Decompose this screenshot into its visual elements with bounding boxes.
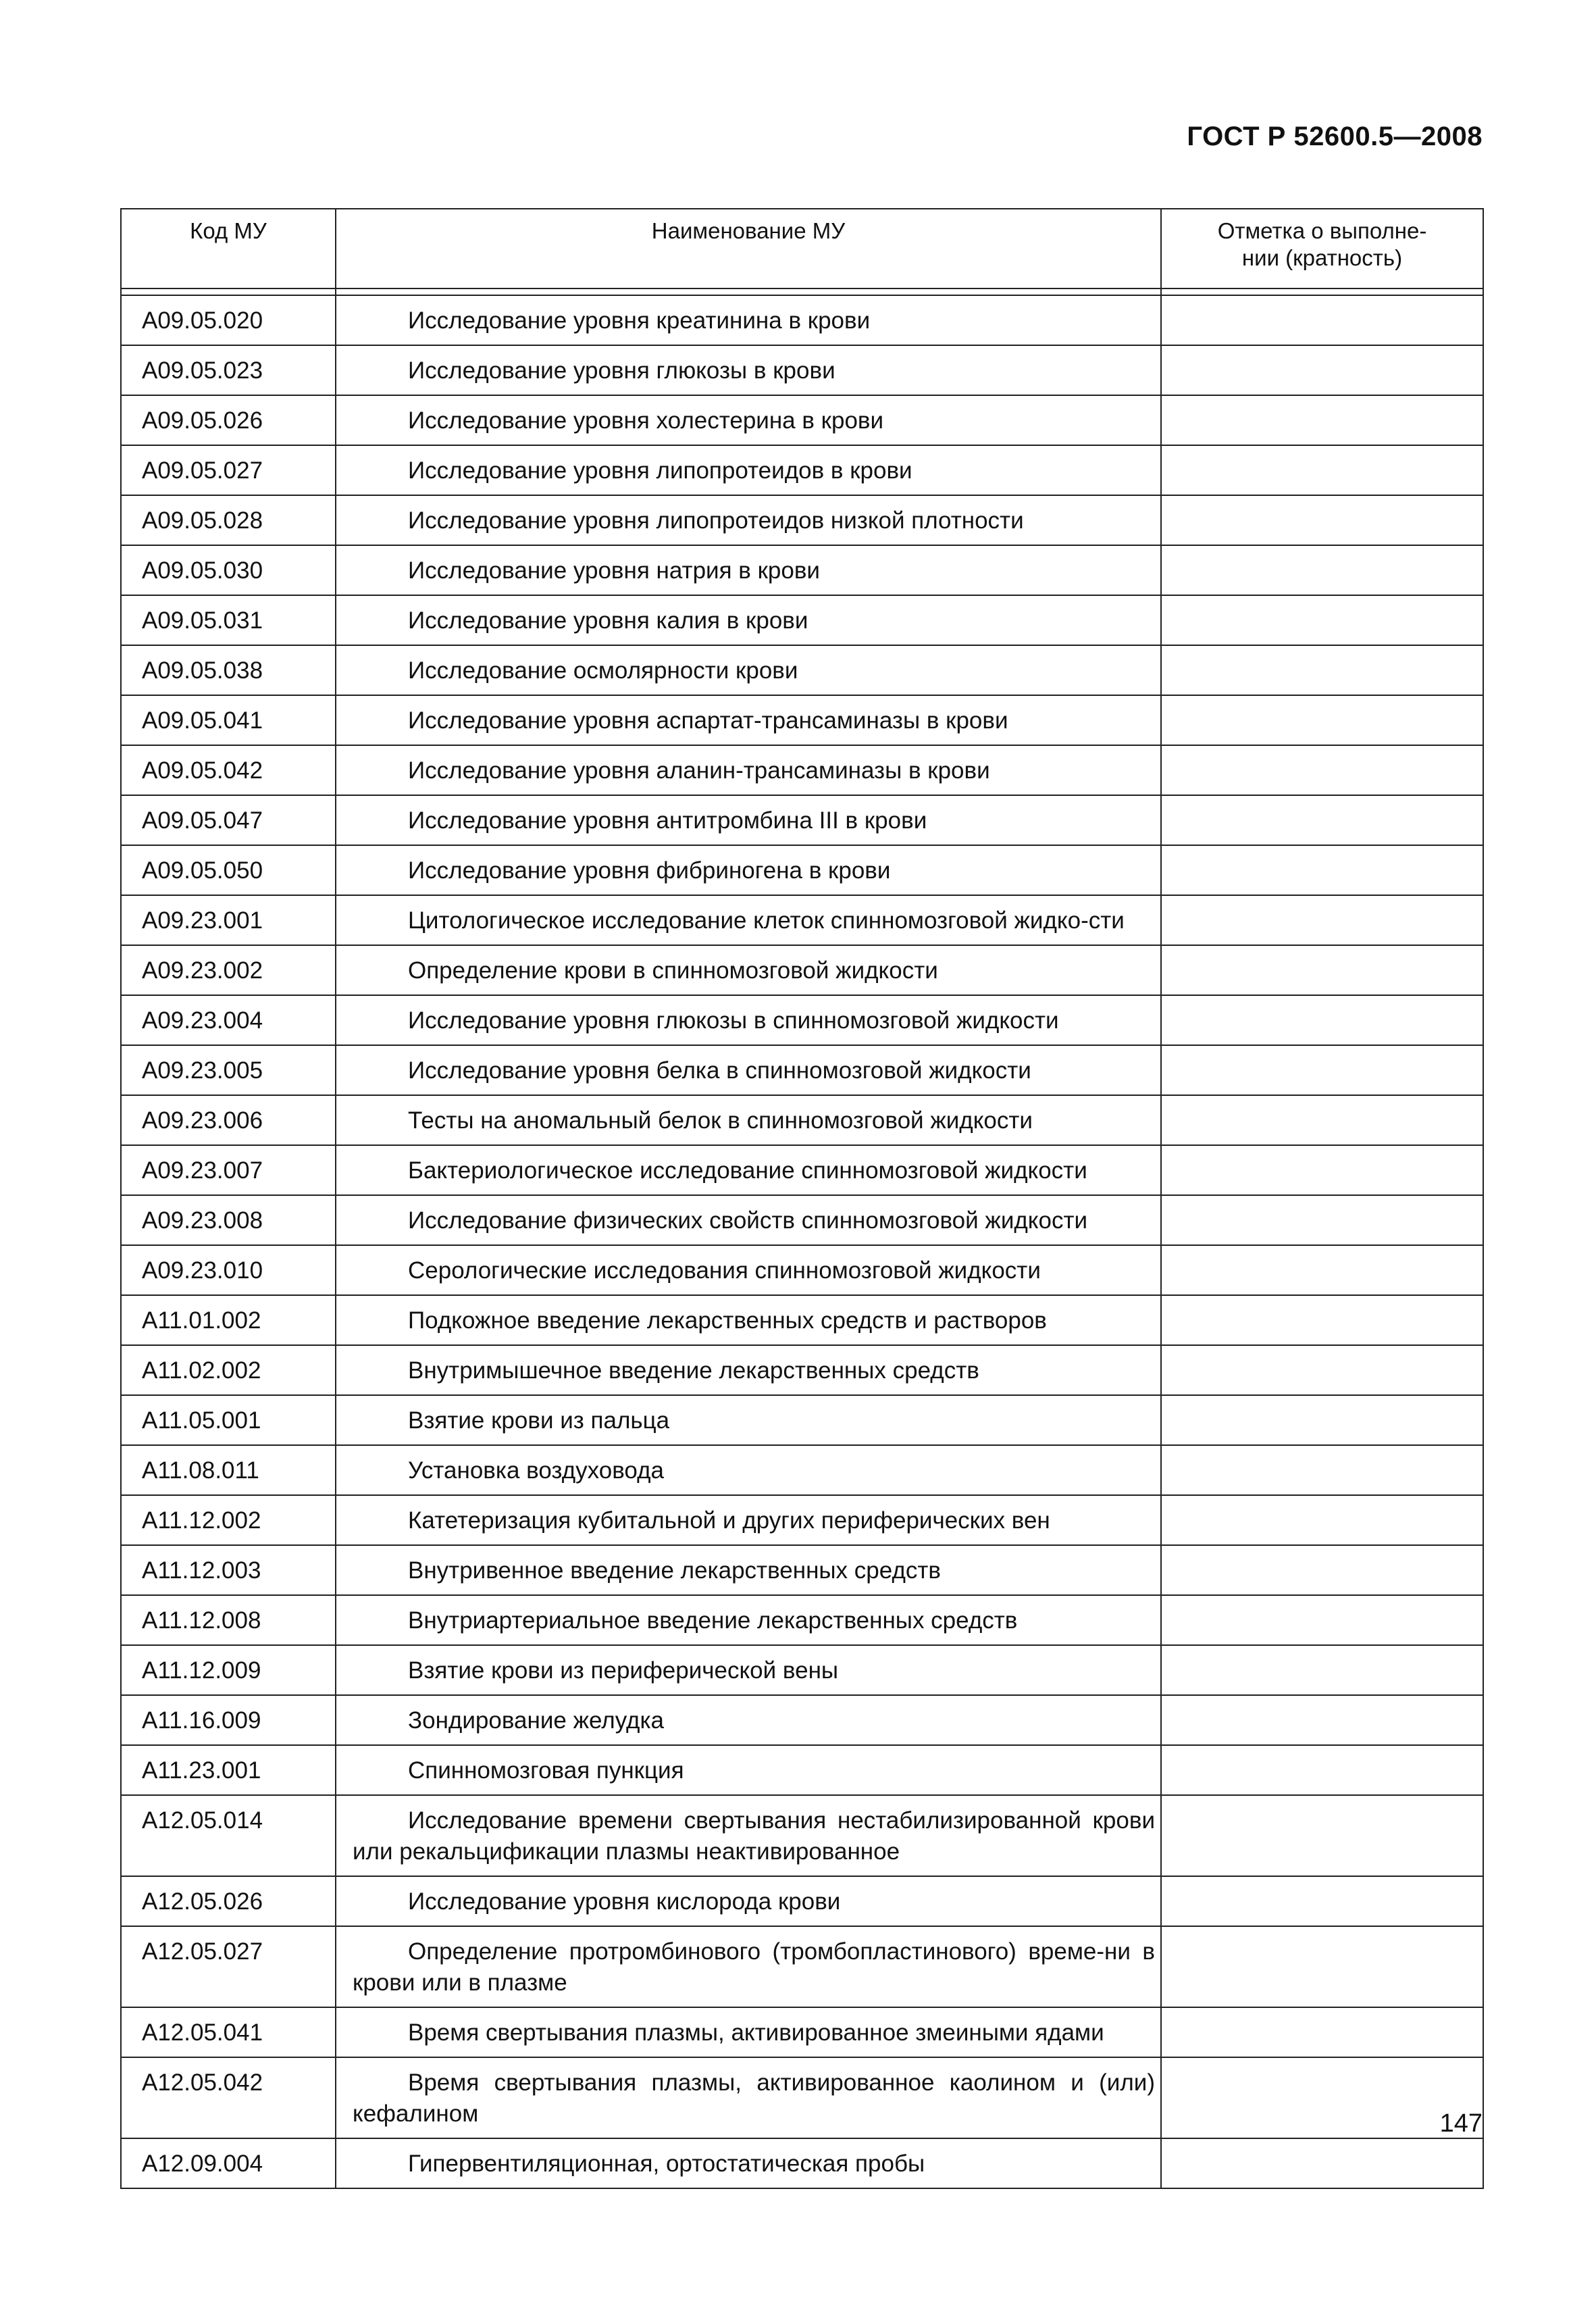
cell-code: A09.23.004: [121, 995, 336, 1045]
table-row: [121, 395, 1483, 445]
cell-mark: [1161, 395, 1483, 445]
cell-name: Цитологическое исследование клеток спинномозговой жидко-сти: [336, 895, 1161, 945]
cell-mark: [1161, 1645, 1483, 1695]
table-row: [121, 895, 1483, 945]
cell-code: A09.23.006: [121, 1095, 336, 1145]
column-header-mark: Отметка о выполне- нии (кратность): [1161, 209, 1483, 288]
cell-code: A09.23.010: [121, 1245, 336, 1295]
cell-name: Подкожное введение лекарственных средств и растворов: [336, 1295, 1161, 1345]
cell-code: A11.02.002: [121, 1345, 336, 1395]
cell-mark: [1161, 845, 1483, 895]
cell-code: A09.23.005: [121, 1045, 336, 1095]
cell-mark: [1161, 1926, 1483, 2007]
table-header-row: [121, 209, 1483, 288]
cell-code: A12.05.026: [121, 1876, 336, 1926]
table-row: [121, 1745, 1483, 1795]
cell-name: Исследование уровня фибриногена в крови: [336, 845, 1161, 895]
table-row: [121, 1245, 1483, 1295]
cell-name: Исследование уровня белка в спинномозговой жидкости: [336, 1045, 1161, 1095]
table-row: [121, 595, 1483, 645]
services-table: [120, 208, 1484, 2189]
header-separator: [121, 288, 1483, 295]
cell-code: A09.05.030: [121, 545, 336, 595]
cell-name: Исследование уровня глюкозы в крови: [336, 345, 1161, 395]
cell-code: A11.12.009: [121, 1645, 336, 1695]
cell-mark: [1161, 545, 1483, 595]
document-header: ГОСТ Р 52600.5—2008: [1187, 122, 1483, 151]
cell-mark: [1161, 795, 1483, 845]
table-row: [121, 1145, 1483, 1195]
cell-mark: [1161, 745, 1483, 795]
cell-name: Исследование физических свойств спинномозговой жидкости: [336, 1195, 1161, 1245]
cell-name: Взятие крови из пальца: [336, 1395, 1161, 1445]
cell-name: Исследование уровня липопротеидов низкой плотности: [336, 495, 1161, 545]
cell-code: A11.05.001: [121, 1395, 336, 1445]
cell-mark: [1161, 445, 1483, 495]
table-row: [121, 1545, 1483, 1595]
cell-name: Исследование уровня калия в крови: [336, 595, 1161, 645]
cell-code: A11.12.008: [121, 1595, 336, 1645]
cell-code: A12.05.041: [121, 2007, 336, 2057]
cell-mark: [1161, 595, 1483, 645]
table-row: [121, 645, 1483, 695]
cell-mark: [1161, 1745, 1483, 1795]
cell-mark: [1161, 1395, 1483, 1445]
cell-name: Внутримышечное введение лекарственных средств: [336, 1345, 1161, 1395]
cell-mark: [1161, 1545, 1483, 1595]
table-row: [121, 1495, 1483, 1545]
cell-name: Взятие крови из периферической вены: [336, 1645, 1161, 1695]
cell-code: A09.05.020: [121, 295, 336, 345]
cell-mark: [1161, 1595, 1483, 1645]
cell-code: A11.12.003: [121, 1545, 336, 1595]
table-row: [121, 2007, 1483, 2057]
table-row: [121, 795, 1483, 845]
table-row: [121, 995, 1483, 1045]
cell-mark: [1161, 295, 1483, 345]
table-row: [121, 695, 1483, 745]
cell-mark: [1161, 695, 1483, 745]
cell-mark: [1161, 1795, 1483, 1876]
cell-code: A09.23.002: [121, 945, 336, 995]
table-row: [121, 1695, 1483, 1745]
cell-name: Серологические исследования спинномозговой жидкости: [336, 1245, 1161, 1295]
cell-name: Исследование уровня глюкозы в спинномозговой жидкости: [336, 995, 1161, 1045]
cell-code: A09.05.026: [121, 395, 336, 445]
cell-code: A09.23.001: [121, 895, 336, 945]
cell-code: A09.05.047: [121, 795, 336, 845]
cell-code: A09.05.028: [121, 495, 336, 545]
cell-code: A12.09.004: [121, 2138, 336, 2188]
cell-mark: [1161, 2057, 1483, 2138]
table-row: [121, 1876, 1483, 1926]
cell-name: Определение протромбинового (тромбопластинового) време-ни в крови или в плазме: [336, 1926, 1161, 2007]
table-row: [121, 445, 1483, 495]
table-row: [121, 1926, 1483, 2007]
table-row: [121, 295, 1483, 345]
cell-mark: [1161, 495, 1483, 545]
cell-name: Исследование уровня холестерина в крови: [336, 395, 1161, 445]
cell-name: Исследование уровня аспартат-трансаминазы в крови: [336, 695, 1161, 745]
cell-code: A12.05.027: [121, 1926, 336, 2007]
cell-mark: [1161, 1495, 1483, 1545]
table-row: [121, 2138, 1483, 2188]
cell-code: A12.05.014: [121, 1795, 336, 1876]
cell-name: Гипервентиляционная, ортостатическая пробы: [336, 2138, 1161, 2188]
table-row: [121, 345, 1483, 395]
table-row: [121, 545, 1483, 595]
cell-code: A09.05.023: [121, 345, 336, 395]
cell-name: Спинномозговая пункция: [336, 1745, 1161, 1795]
cell-mark: [1161, 1245, 1483, 1295]
cell-mark: [1161, 1445, 1483, 1495]
cell-mark: [1161, 2138, 1483, 2188]
table-row: [121, 845, 1483, 895]
cell-name: Исследование уровня креатинина в крови: [336, 295, 1161, 345]
cell-mark: [1161, 995, 1483, 1045]
cell-mark: [1161, 645, 1483, 695]
cell-mark: [1161, 1195, 1483, 1245]
cell-mark: [1161, 1095, 1483, 1145]
cell-name: Бактериологическое исследование спинномозговой жидкости: [336, 1145, 1161, 1195]
column-header-code: Код МУ: [121, 209, 336, 288]
cell-mark: [1161, 1295, 1483, 1345]
table-row: [121, 495, 1483, 545]
cell-name: Внутриартериальное введение лекарственных средств: [336, 1595, 1161, 1645]
cell-code: A09.05.031: [121, 595, 336, 645]
cell-code: A12.05.042: [121, 2057, 336, 2138]
cell-name: Тесты на аномальный белок в спинномозговой жидкости: [336, 1095, 1161, 1145]
table-row: [121, 1045, 1483, 1095]
cell-name: Исследование времени свертывания нестабилизированной крови или рекальцификации плазмы неактивированное: [336, 1795, 1161, 1876]
cell-name: Катетеризация кубитальной и других периферических вен: [336, 1495, 1161, 1545]
table-row: [121, 945, 1483, 995]
cell-name: Исследование уровня аланин-трансаминазы в крови: [336, 745, 1161, 795]
cell-name: Определение крови в спинномозговой жидкости: [336, 945, 1161, 995]
cell-mark: [1161, 895, 1483, 945]
cell-name: Время свертывания плазмы, активированное змеиными ядами: [336, 2007, 1161, 2057]
cell-mark: [1161, 1345, 1483, 1395]
table-row: [121, 1395, 1483, 1445]
table-row: [121, 2057, 1483, 2138]
table-row: [121, 1295, 1483, 1345]
cell-name: Установка воздуховода: [336, 1445, 1161, 1495]
cell-code: A09.05.041: [121, 695, 336, 745]
table-row: [121, 1445, 1483, 1495]
cell-code: A09.05.038: [121, 645, 336, 695]
cell-name: Исследование уровня кислорода крови: [336, 1876, 1161, 1926]
cell-name: Исследование уровня натрия в крови: [336, 545, 1161, 595]
table-row: [121, 1095, 1483, 1145]
page-number: 147: [1439, 2109, 1483, 2138]
table-row: [121, 1345, 1483, 1395]
cell-name: Исследование осмолярности крови: [336, 645, 1161, 695]
table-row: [121, 1795, 1483, 1876]
cell-name: Внутривенное введение лекарственных средств: [336, 1545, 1161, 1595]
cell-code: A09.23.007: [121, 1145, 336, 1195]
cell-code: A11.23.001: [121, 1745, 336, 1795]
cell-mark: [1161, 2007, 1483, 2057]
cell-mark: [1161, 1045, 1483, 1095]
cell-mark: [1161, 1876, 1483, 1926]
cell-name: Время свертывания плазмы, активированное каолином и (или) кефалином: [336, 2057, 1161, 2138]
cell-code: A11.08.011: [121, 1445, 336, 1495]
cell-code: A11.12.002: [121, 1495, 336, 1545]
table-row: [121, 1595, 1483, 1645]
cell-code: A09.05.050: [121, 845, 336, 895]
cell-code: A09.23.008: [121, 1195, 336, 1245]
cell-code: A09.05.027: [121, 445, 336, 495]
cell-name: Зондирование желудка: [336, 1695, 1161, 1745]
cell-mark: [1161, 945, 1483, 995]
cell-name: Исследование уровня антитромбина III в крови: [336, 795, 1161, 845]
cell-code: A11.01.002: [121, 1295, 336, 1345]
cell-name: Исследование уровня липопротеидов в крови: [336, 445, 1161, 495]
cell-code: A11.16.009: [121, 1695, 336, 1745]
column-header-name: Наименование МУ: [336, 209, 1161, 288]
cell-code: A09.05.042: [121, 745, 336, 795]
cell-mark: [1161, 1695, 1483, 1745]
cell-mark: [1161, 1145, 1483, 1195]
cell-mark: [1161, 345, 1483, 395]
table-row: [121, 1645, 1483, 1695]
table-row: [121, 745, 1483, 795]
table-row: [121, 1195, 1483, 1245]
